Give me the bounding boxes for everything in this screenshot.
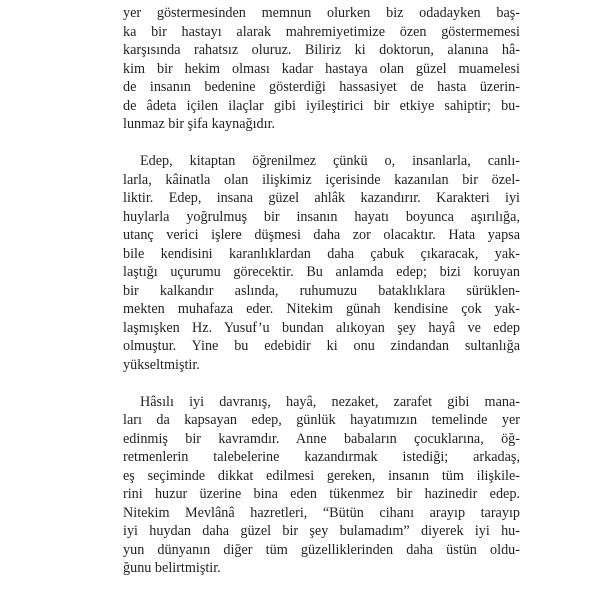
text-line: utanç verici işlere düşmesi daha zor olacaktır. Hata yapsa	[123, 227, 520, 243]
text-line: de âdeta içilen ilaçlar gibi iyileştirici bir etkiye sahiptir; bu-	[123, 97, 520, 114]
text-line: mekten muhafaza eder. Nitekim günah kendisine çok yak-	[123, 301, 520, 317]
paragraph-1	[123, 4, 520, 134]
text-line: Hâsılı iyi davranış, hayâ, nezaket, zarafet gibi mana-	[140, 393, 520, 410]
text-line: laştığı uçurumu görecektir. Bu anlamda edep; bizi koruyan	[123, 264, 520, 280]
text-line: liktir. Edep, insana güzel ahlâk kazandırır. Karakteri iyi	[123, 190, 520, 206]
text-line: eş seçiminde dikkat edilmesi gereken, insanın tüm ilişkile-	[123, 467, 520, 484]
text-line: edinmiş bir kavramdır. Anne babaların çocuklarına, öğ-	[123, 430, 520, 447]
text-line: olmuştur. Yine bu edebidir ki onu zindandan sultanlığa	[123, 338, 520, 354]
text-line: de insanın bedenine gösterdiği hassasiyet de hasta üzerin-	[123, 79, 520, 95]
text-line: retmenlerin talebelerine kazandırmak istediği; arkadaş,	[123, 449, 520, 465]
text-line: ları da kapsayan edep, günlük hayatımızın temelinde yer	[123, 412, 520, 428]
text-line: ğunu belirtmiştir.	[123, 560, 221, 576]
text-line: huylarla yoğrulmuş bir insanın hayatı boyunca aşırılığa,	[123, 208, 520, 225]
paragraph-2	[123, 152, 520, 374]
text-line: yükseltmiştir.	[123, 356, 200, 373]
text-line: Nitekim Mevlânâ hazretleri, “Bütün cihanı arayıp tarayıp	[123, 504, 520, 521]
text-line: lunmaz bir şifa kaynağıdır.	[123, 116, 276, 132]
paragraph-3	[123, 393, 520, 578]
text-line: laşmışken Hz. Yusuf’u bundan alıkoyan şey hayâ ve edep	[123, 319, 520, 336]
text-line: yun dünyanın diğer tüm güzelliklerinden daha üstün oldu-	[123, 541, 520, 558]
text-line: rini huzur üzerine bina eden tükenmez bir hazinedir edep.	[123, 486, 520, 502]
text-line: karşısında rahatsız oluruz. Biliriz ki doktorun, alanına hâ-	[123, 42, 520, 58]
text-line: Edep, kitaptan öğrenilmez çünkü o, insanlarla, canlı-	[140, 153, 520, 169]
text-line: bile kendisini karanlıklardan daha çabuk çıkaracak, yak-	[123, 245, 520, 262]
text-line: bir kalkandır aslında, ruhumuzu bataklıklara sürüklen-	[123, 282, 520, 299]
text-line: iyi huydan daha güzel bir şey bulamadım” diyerek iyi hu-	[123, 523, 520, 539]
text-line: yer göstermesinden memnun olurken biz odadayken baş-	[123, 5, 520, 21]
text-line: ka bir hastayı alarak mahremiyetimize özen göstermemesi	[123, 23, 520, 40]
text-line: larla, kâinatla olan ilişkimiz içerisinde kazanılan bir özel-	[123, 171, 520, 188]
text-line: kim bir hekim olması kadar hastaya olan güzel muamelesi	[123, 60, 520, 77]
